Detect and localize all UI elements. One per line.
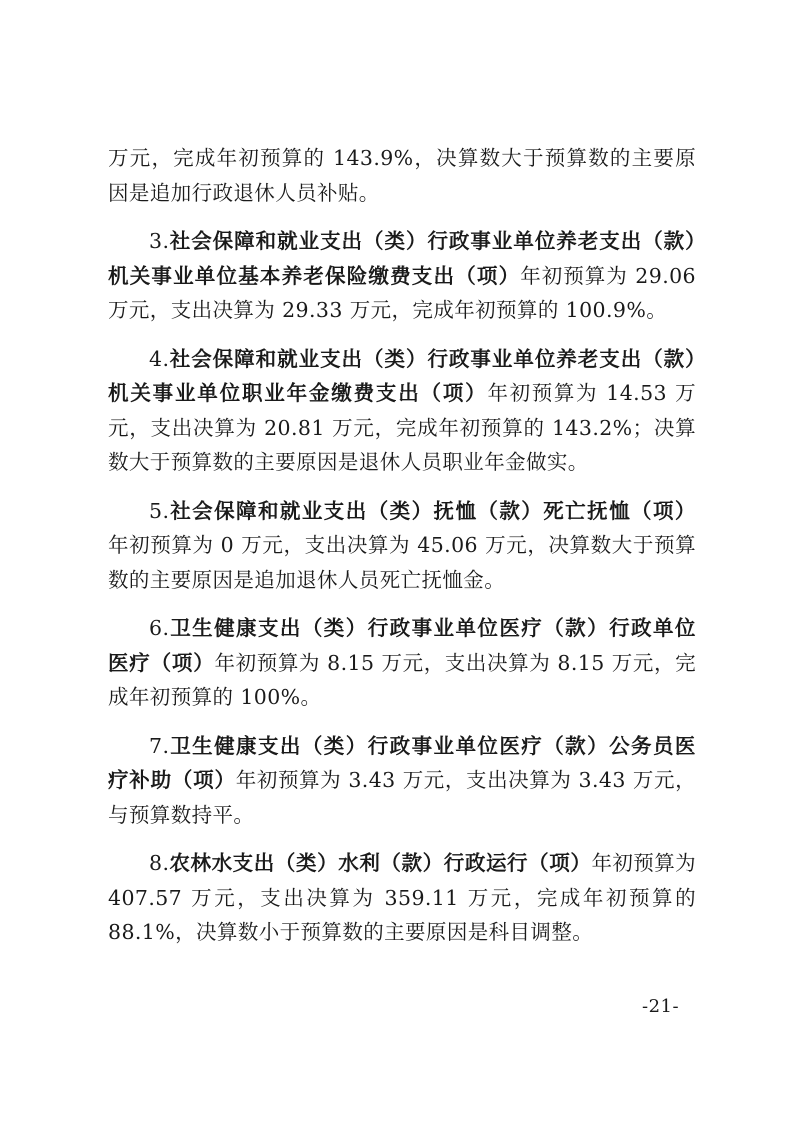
item-number: 3. [149,229,170,253]
item-body: 年初预算为 3.43 万元，支出决算为 3.43 万元，与预算数持平。 [108,768,696,827]
item-paragraph-5 [108,494,696,598]
item-body: 年初预算为 0 万元，支出决算为 45.06 万元，决算数大于预算数的主要原因是追加退休人员死亡抚恤金。 [108,533,696,592]
item-body: 年初预算为 8.15 万元，支出决算为 8.15 万元，完成年初预算的 100%。 [108,650,696,709]
item-paragraph-7 [108,729,696,833]
item-body: 年初预算为 14.53 万元，支出决算为 20.81 万元，完成年初预算的 143.2%；决算数大于预算数的主要原因是退休人员职业年金做实。 [108,381,697,474]
page-body [108,141,696,964]
item-heading: 社会保障和就业支出（类）行政事业单位养老支出（款）机关事业单位基本养老保险缴费支出（项） [108,229,696,288]
intro-continuation-text: 万元，完成年初预算的 143.9%，决算数大于预算数的主要原因是追加行政退休人员补贴。 [108,146,696,205]
intro-continuation-paragraph [108,141,696,210]
item-number: 5. [149,498,170,523]
item-number: 7. [149,733,170,758]
item-heading: 社会保障和就业支出（类）行政事业单位养老支出（款）机关事业单位职业年金缴费支出（项） [108,346,696,405]
item-heading: 卫生健康支出（类）行政事业单位医疗（款）公务员医疗补助（项） [108,733,696,792]
item-paragraph-8 [108,846,696,950]
item-body: 年初预算为 407.57 万元，支出决算为 359.11 万元，完成年初预算的 88.1%，决算数小于预算数的主要原因是科目调整。 [108,851,697,944]
item-number: 8. [149,851,170,875]
item-heading: 农林水支出（类）水利（款）行政运行（项） [169,851,592,875]
item-number: 4. [149,346,170,371]
item-heading: 社会保障和就业支出（类）抚恤（款）死亡抚恤（项） [169,498,696,523]
item-heading: 卫生健康支出（类）行政事业单位医疗（款）行政单位医疗（项） [108,616,696,675]
item-paragraph-4 [108,342,696,480]
item-number: 6. [149,616,170,640]
item-paragraph-3 [108,224,696,328]
page-number: -21- [642,996,680,1017]
item-paragraph-6 [108,611,696,715]
item-body: 年初预算为 29.06 万元，支出决算为 29.33 万元，完成年初预算的 100.9%。 [108,263,696,322]
